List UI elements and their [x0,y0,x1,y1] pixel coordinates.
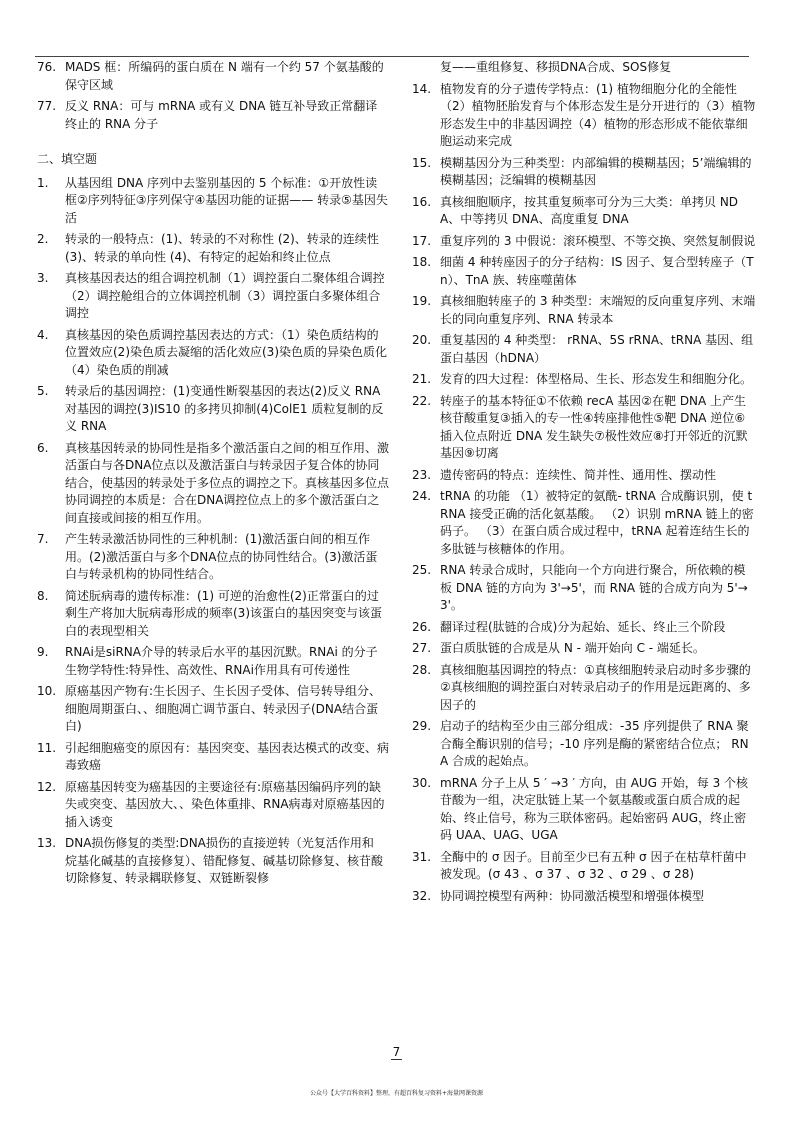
item-text: DNA损伤修复的类型:DNA损伤的直接逆转（光复活作用和 烷基化碱基的直接修复）、错配修复、碱基切除修复、核苷酸切除修复、转录耦联修复、双链断裂修 [65,836,384,885]
item-number: 23. [412,467,432,482]
item-number: 21. [412,372,432,386]
right-fill-list [412,81,756,906]
item-text: RNAi是siRNA介导的转录后水平的基因沉默。RNAi 的分子生物学特性:特异性、高效性、RNAi作用具有可传递性 [65,645,378,677]
item-text: 反义 RNA：可与 mRNA 或有义 DNA 链互补导致正常翻译终止的 RNA 分子 [65,99,378,131]
item-text: 重复基因的 4 种类型： rRNA、5S rRNA、tRNA 基因、组蛋白基因（hDNA） [440,333,754,365]
item-text: 发育的四大过程：体型格局、生长、形态发生和细胞分化。 [440,372,753,386]
item-text: 引起细胞癌变的原因有：基因突变、基因表达模式的改变、病毒致癌 [65,740,390,772]
item-number: 13. [37,836,57,850]
list-item [412,332,756,367]
item-number: 8. [37,588,49,603]
list-item [37,270,389,323]
list-item [37,98,389,133]
item-number: 7. [37,532,49,546]
item-text: 原癌基因转变为癌基因的主要途径有:原癌基因编码序列的缺失或突变、基因放大、、染色体重排、RNA病毒对原癌基因的插入诱变 [65,779,385,829]
list-item [412,371,756,389]
item-text: 启动子的结构至少由三部分组成：-35 序列提供了 RNA 聚合酶全酶识别的信号；-10 序列是酶的紧密结合位点； RNA 合成的起始点。 [440,719,749,768]
list-item [37,383,389,436]
item-text: 真核基因的染色质调控基因表达的方式：（1）染色质结构的位置效应(2)染色质去凝缩的活化效应(3)染色质的异染色质化（4）染色质的削减 [65,327,387,377]
item-text: 原癌基因产物有:生长因子、生长因子受体、信号转导组分、细胞周期蛋白、、细胞凋亡调节蛋白、转录因子(DNA结合蛋白) [65,684,382,733]
item-text: 模糊基因分为三种类型：内部编辑的模糊基因；5’端编辑的模糊基因；泛编辑的模糊基因 [440,155,752,187]
item-text: RNA 转录合成时，只能向一个方向进行聚合，所依赖的模板 DNA 链的方向为 3'→5'，而 RNA 链的合成方向为 5'→3'。 [440,563,748,612]
item-text: mRNA 分子上从 5 ′ →3 ′ 方向，由 AUG 开始，每 3 个核苷酸为一组，决定肽链上某一个氨基酸或蛋白质合成的起始、终止信号，称为三联体密码。起始密码 AUG，终止密码 UAA、UAG、UGA [440,775,749,842]
item-number: 76. [37,60,57,74]
item-text: 翻译过程(肽链的合成)分为起始、延长、终止三个阶段 [440,619,726,634]
item-number: 19. [412,294,432,308]
list-item [412,640,756,658]
item-number: 6. [37,440,49,455]
item-number: 18. [412,255,432,269]
left-term-list [37,59,389,133]
list-item [412,155,756,190]
item-number: 77. [37,99,57,113]
item-number: 16. [412,194,432,209]
item-number: 12. [37,779,57,794]
list-item [412,619,756,637]
item-text: 真核基因转录的协同性是指多个激活蛋白之间的相互作用、激活蛋白与各DNA位点以及激活蛋白与转录因子复合体的协同结合，使基因的转录处于多位点的调控之下。真核基因多位点协同调控的本质是：合在DNA调控位点上的多个激活蛋白之间直接或间接的相互作用。 [65,440,390,525]
item-number: 4. [37,327,49,342]
item-number: 15. [412,155,432,170]
item-number: 17. [412,233,432,248]
footer-note: 公众号【大学百科资料】整理，有超百科复习资料+海量网课资源 [309,1090,484,1097]
item-text: 全酶中的 σ 因子。目前至少已有五种 σ 因子在枯草杆菌中被发现。(σ 43 、σ 37 、σ 32 、σ 29 、σ 28) [440,849,747,881]
item-number: 27. [412,641,432,655]
item-text: 遗传密码的特点：连续性、简并性、通用性、摆动性 [440,467,717,482]
item-text: 植物发育的分子遗传学特点：(1) 植物细胞分化的全能性（2）植物胚胎发育与个体形态发生是分开进行的（3）植物形态发生中的非基因调控（4）植物的形态形成不能依靠细胞运动来完成 [440,81,756,148]
list-item [412,718,756,771]
item-text: 细菌 4 种转座因子的分子结构：IS 因子、复合型转座子（Tn）、TnA 族、转座噬菌体 [440,255,754,287]
item-number: 22. [412,393,432,408]
list-item [37,835,389,888]
left-fill-list [37,175,389,888]
header-rule [35,56,749,57]
left-column [37,59,389,892]
item-text: 转录后的基因调控：(1)变通性断裂基因的表达(2)反义 RNA 对基因的调控(3)IS10 的多拷贝抑制(4)ColE1 质粒复制的反义 RNA [65,384,384,433]
list-item [412,662,756,715]
item-number: 28. [412,662,432,677]
list-item [37,231,389,266]
item-text: 重复序列的 3 中假说：滚环模型、不等交换、突然复制假说 [440,233,756,248]
list-item [412,562,756,615]
item-text: 真核基因表达的组合调控机制（1）调控蛋白二聚体组合调控（2）调控舱组合的立体调控机制（3）调控蛋白多聚体组合调控 [65,271,385,320]
section-heading: 二、填空题 [37,152,98,166]
right-column [412,59,756,909]
list-item [412,293,756,328]
item-number: 11. [37,740,57,755]
list-item [412,81,756,151]
list-item [37,779,389,832]
list-item [37,440,389,528]
item-text: 从基因组 DNA 序列中去鉴别基因的 5 个标准：①开放性读框②序列特征③序列保守④基因功能的证据—— 转录⑤基因失活 [65,175,388,225]
item-text: 协同调控模型有两种：协同激活模型和增强体模型 [440,888,705,903]
item-text: 转录的一般特点：(1)、转录的不对称性 (2)、转录的连续性 (3)、转录的单向性 (4)、有特定的起始和终止位点 [65,232,379,264]
item-number: 30. [412,775,432,790]
list-item [412,254,756,289]
item-text: 真核细胞顺序，按其重复频率可分为三大类：单拷贝 NDA、中等拷贝 DNA、高度重复 DNA [440,194,739,226]
page-number [0,1045,793,1060]
item-number: 31. [412,849,432,864]
page-number-text: 7 [392,1045,401,1059]
item-text: tRNA 的功能 （1）被特定的氨酰- tRNA 合成酶识别，使 tRNA 接受正确的活化氨基酸。 （2）识别 mRNA 链上的密码子。 （3）在蛋白质合成过程中，tRNA 起着连结生长的多肽链与核糖体的作用。 [440,489,754,556]
list-item [37,644,389,679]
list-item [412,194,756,229]
list-item [412,849,756,884]
item-text: 转座子的基本特征①不依赖 recA 基因②在靶 DNA 上产生核苷酸重复③插入的专一性④转座排他性⑤靶 DNA 逆位⑥插入位点附近 DNA 发生缺失⑦极性效应⑧打开邻近的沉默基因⑨切离 [440,393,748,460]
item-number: 25. [412,563,432,577]
item-text: MADS 框：所编码的蛋白质在 N 端有一个约 57 个氨基酸的保守区域 [65,60,384,92]
item-number: 5. [37,384,49,398]
list-item [37,327,389,380]
list-item [37,588,389,641]
continued-item-text: 复——重组修复、移损DNA合成、SOS修复 [440,60,672,74]
item-number: 26. [412,619,432,634]
list-item [412,233,756,251]
item-text: 简述朊病毒的遗传标准：(1) 可逆的治愈性(2)正常蛋白的过剩生产将加大朊病毒形成的频率(3)该蛋白的基因突变与该蛋白的表现型相关 [65,588,383,638]
item-number: 2. [37,232,49,246]
list-item [37,59,389,94]
item-text: 产生转录激活协同性的三种机制：(1)激活蛋白间的相互作用。(2)激活蛋白与多个DNA位点的协同性结合。(3)激活蛋白与转录机构的协同性结合。 [65,532,378,581]
list-item [37,175,389,228]
item-number: 1. [37,175,49,190]
list-item [37,683,389,736]
item-text: 真核细胞转座子的 3 种类型：末端短的反向重复序列、末端长的同向重复序列、RNA 转录本 [440,294,756,326]
item-number: 20. [412,333,432,347]
list-item [412,888,756,906]
list-item [412,467,756,485]
item-text: 真核细胞基因调控的特点：①真核细胞转录启动时多步骤的②真核细胞的调控蛋白对转录启动子的作用是远距离的、多因子的 [440,662,751,712]
list-item [412,393,756,463]
item-text: 蛋白质肽链的合成是从 N - 端开始向 C - 端延长。 [440,641,705,655]
item-number: 32. [412,888,432,903]
item-number: 9. [37,645,49,659]
item-number: 24. [412,489,432,503]
list-item [37,531,389,584]
item-number: 10. [37,684,57,698]
list-item [412,488,756,558]
list-item [37,740,389,775]
item-number: 29. [412,719,432,733]
item-number: 14. [412,81,432,96]
list-item [412,775,756,845]
item-number: 3. [37,271,49,285]
